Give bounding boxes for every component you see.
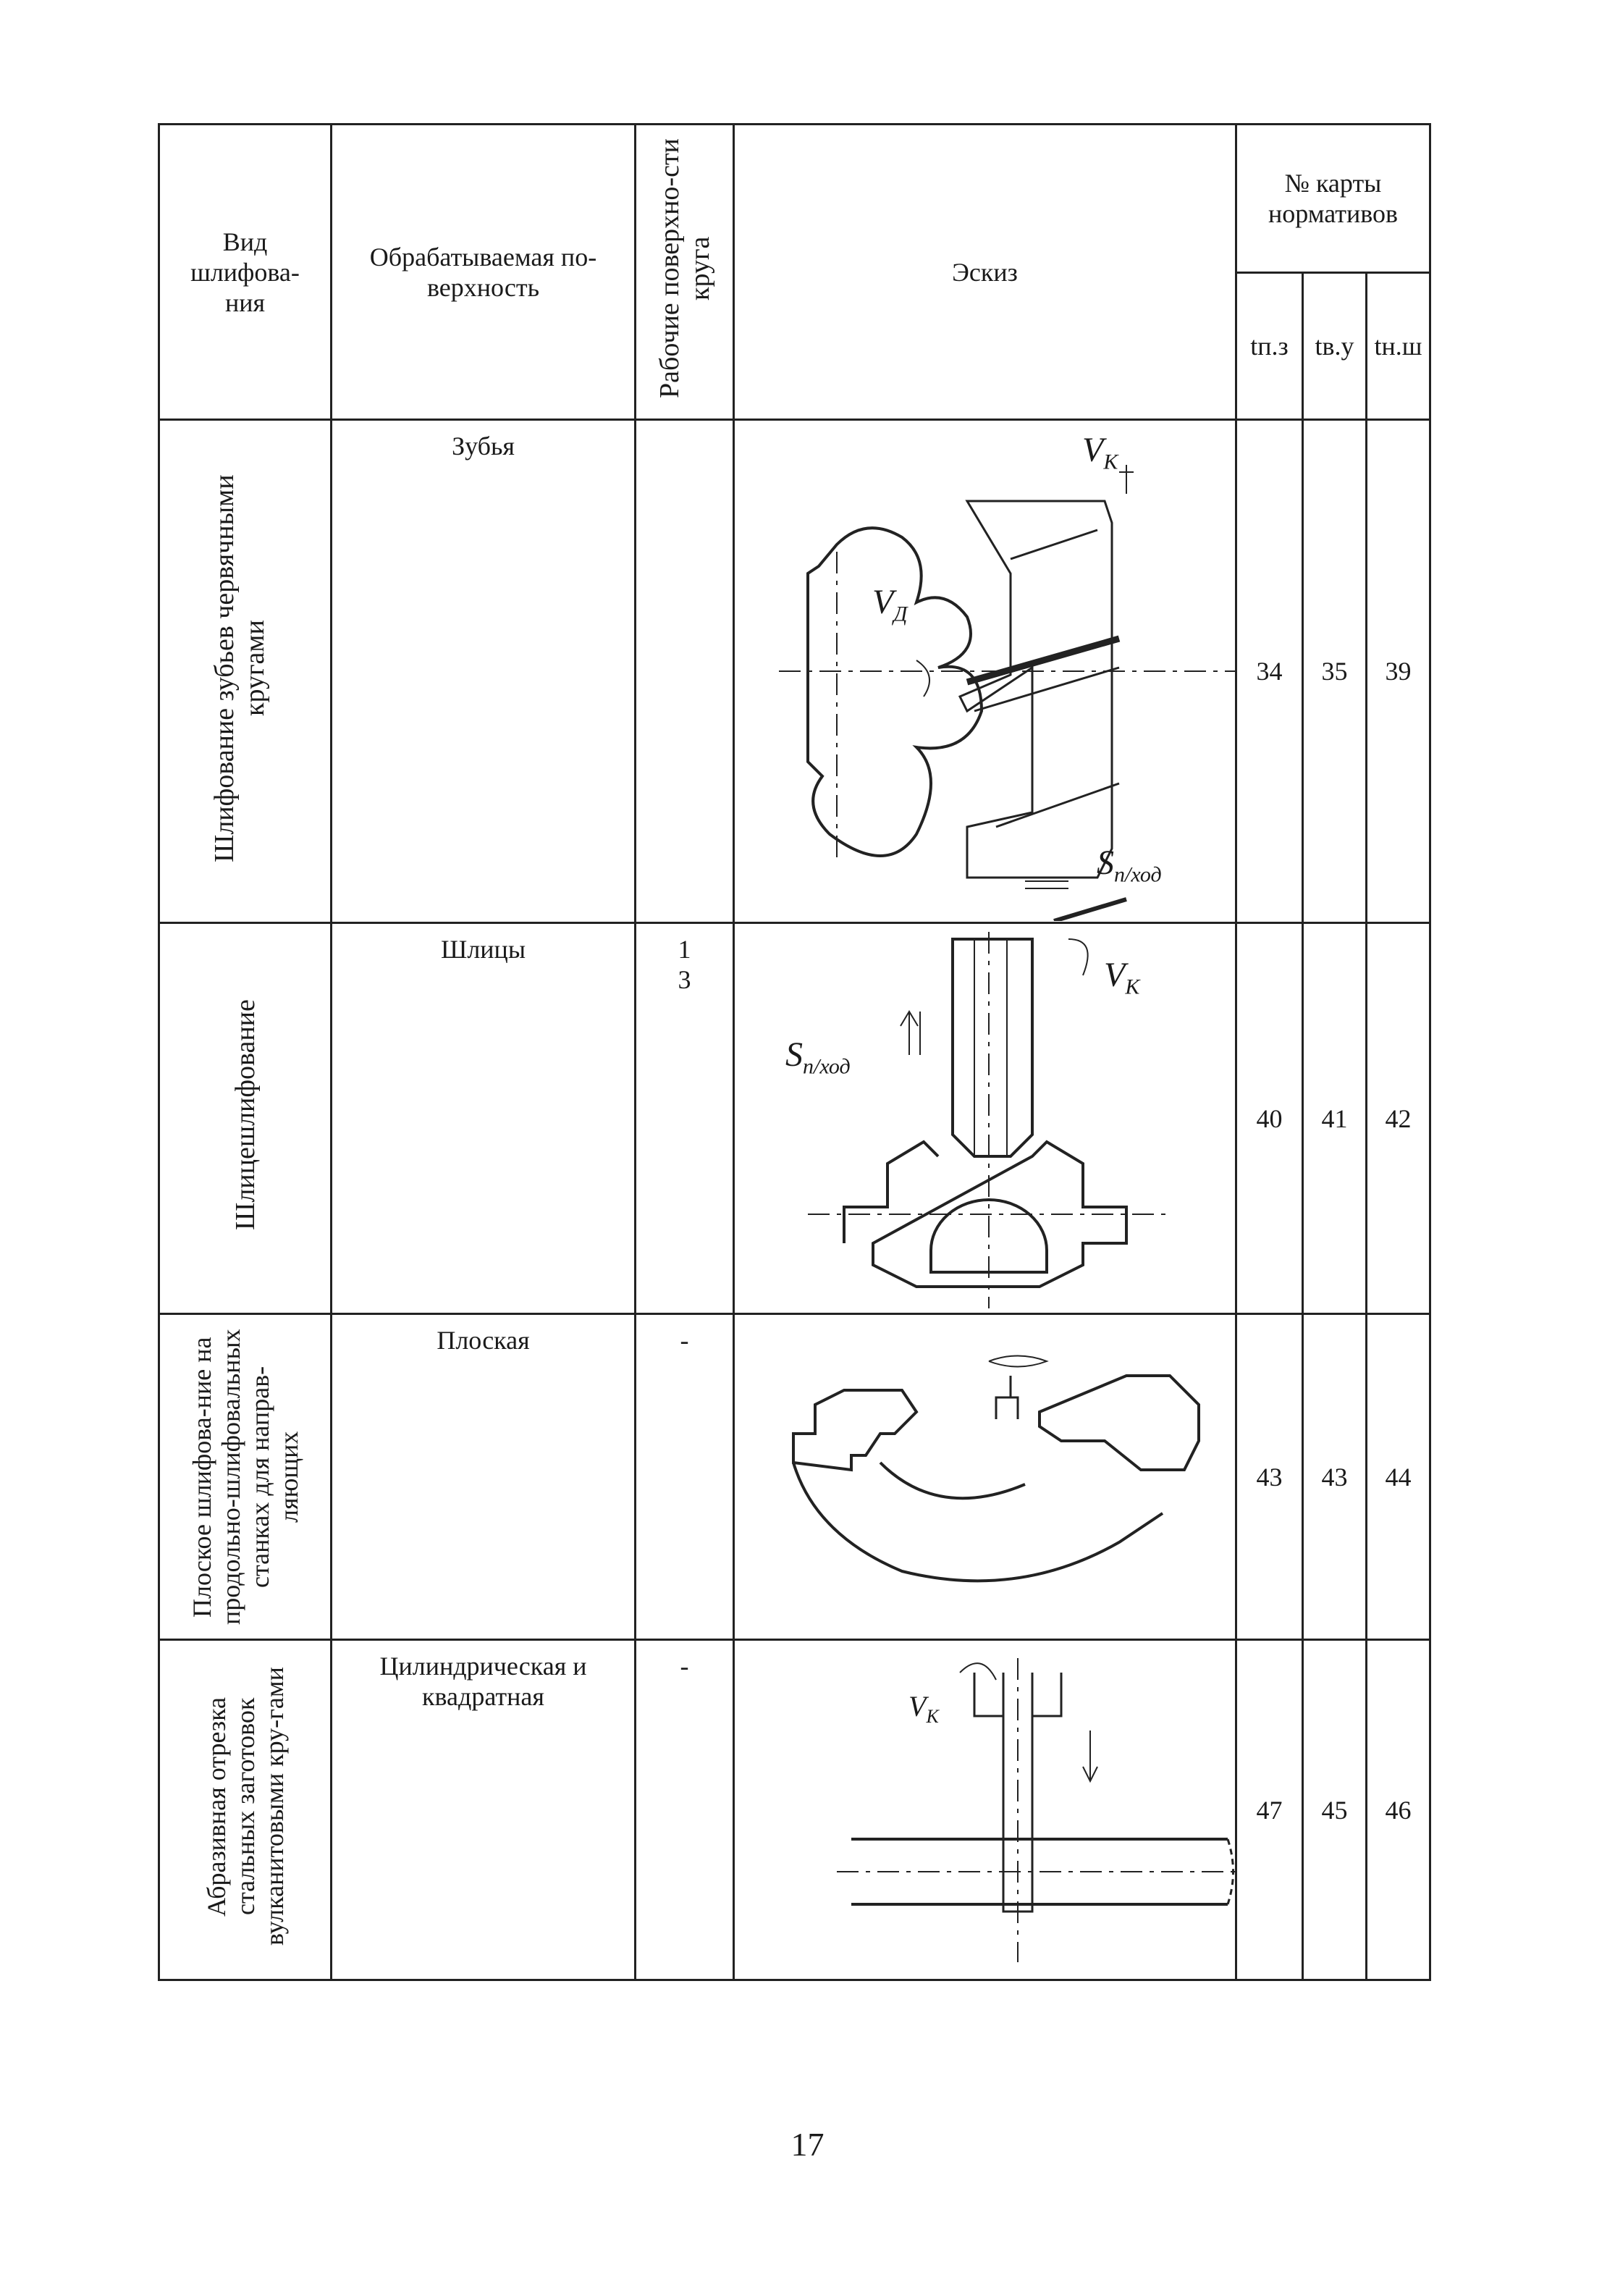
label-vk: $V_К$ (1104, 956, 1140, 999)
card-tnsh: 44 (1367, 1314, 1430, 1640)
label-s: $S_{п/ход}$ (785, 1035, 851, 1079)
header-tvu: tв.у (1303, 273, 1367, 420)
table-row (159, 1640, 1430, 1980)
spline-sketch (735, 925, 1235, 1312)
card-tpz: 43 (1236, 1314, 1303, 1640)
header-working-label: Рабочие поверхно-сти круга (654, 138, 715, 399)
card-tpz: 47 (1236, 1640, 1303, 1980)
row-sketch (734, 420, 1236, 923)
row-surface: Плоская (332, 1314, 636, 1640)
row-working: - (636, 1314, 734, 1640)
row-type (159, 1640, 332, 1980)
row-working (636, 923, 734, 1314)
header-surface: Обрабатываемая по-верхность (332, 125, 636, 420)
card-tpz: 34 (1236, 420, 1303, 923)
row-type-label: Абразивная отрезка стальных заготовок вулканитовыми кру-гами (201, 1667, 289, 1946)
row-type-label: Плоское шлифова-ние на продольно-шлифовальных станках для направ-ляющих (187, 1329, 303, 1625)
header-cards: № карты нормативов (1236, 125, 1430, 273)
label-vk: $V_К$ (1082, 431, 1118, 474)
card-tvu: 45 (1303, 1640, 1367, 1980)
header-type: Вид шлифова-ния (159, 125, 332, 420)
row-type (159, 420, 332, 923)
row-type-label: Шлицешлифование (229, 999, 261, 1231)
row-sketch (734, 1314, 1236, 1640)
row-working (636, 420, 734, 923)
card-tvu: 43 (1303, 1314, 1367, 1640)
card-tpz: 40 (1236, 923, 1303, 1314)
row-surface: Шлицы (332, 923, 636, 1314)
row-sketch (734, 923, 1236, 1314)
table-row (159, 923, 1430, 1314)
row-type-label: Шлифование зубьев червячными кругами (208, 474, 270, 862)
card-tvu: 35 (1303, 420, 1367, 923)
worm-gear-sketch (735, 421, 1235, 921)
card-tvu: 41 (1303, 923, 1367, 1314)
row-surface: Зубья (332, 420, 636, 923)
row-sketch (734, 1640, 1236, 1980)
row-type (159, 1314, 332, 1640)
header-tnsh: tн.ш (1367, 273, 1430, 420)
card-tnsh: 39 (1367, 420, 1430, 923)
table-row (159, 1314, 1430, 1640)
working-1: 1 (678, 935, 691, 964)
cutoff-sketch (735, 1644, 1235, 1977)
label-s: $S_{п/ход}$ (1097, 844, 1162, 887)
label-vk: $V_К$ (908, 1690, 939, 1727)
page-number: 17 (790, 2126, 825, 2163)
header-sketch: Эскиз (734, 125, 1236, 420)
header-working-surfaces (636, 125, 734, 420)
working-2: 3 (678, 965, 691, 994)
table-row (159, 420, 1430, 923)
card-tnsh: 42 (1367, 923, 1430, 1314)
norms-table (158, 123, 1431, 1981)
label-vd: $V_Д$ (872, 583, 908, 626)
flat-grinding-sketch (735, 1318, 1235, 1636)
row-type (159, 923, 332, 1314)
row-working: - (636, 1640, 734, 1980)
card-tnsh: 46 (1367, 1640, 1430, 1980)
header-tpz: tп.з (1236, 273, 1303, 420)
row-surface: Цилиндрическая и квадратная (332, 1640, 636, 1980)
